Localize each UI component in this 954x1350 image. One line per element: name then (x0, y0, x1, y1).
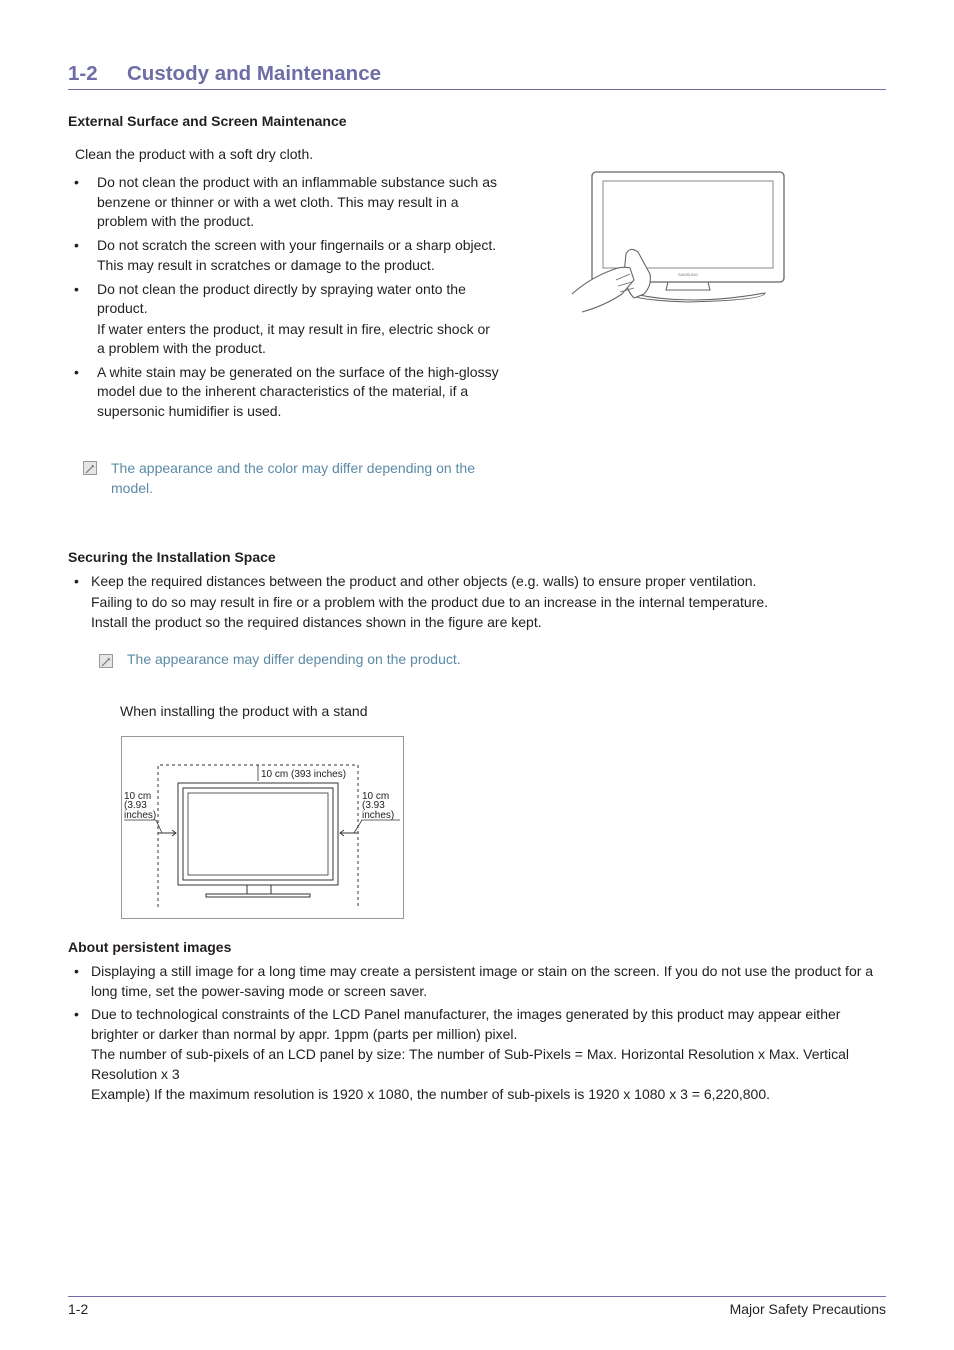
list-item: • Due to technological constraints of the LCD Panel manufacturer, the images generated by this product may appear either brighter or darker than normal by appr. 1ppm (parts per million) pixel. The number of sub-pixels of an LCD panel by size: The number of Sub-Pixels = Max. Horizontal Resolution x Max. Vertical Resolution x 3 Example) If the maximum resolution is 1920 x 1080, the number of sub-pixels is 1920 x 1080 x 3 = 6,220,800. (74, 1006, 850, 1102)
installation-bullet-list (68, 572, 886, 637)
right-clearance-label-3: inches) (362, 810, 395, 821)
top-clearance-label: 10 cm (393 inches) (261, 769, 347, 780)
page-number: 1-2 (68, 1301, 89, 1317)
left-clearance-label-3: inches) (124, 810, 157, 821)
list-item: • Keep the required distances between the product and other objects (e.g. walls) to ensure proper ventilation. Failing to do so may result in fire or a problem with the product due to an increase in the internal temperature. Install the product so the required distances shown in the figure are kept. (74, 573, 769, 630)
right-clearance-label-2: (3.93 (362, 800, 385, 811)
list-item: • Displaying a still image for a long time may create a persistent image or stain on the screen. If you do not use the product for a long time, set the power-saving mode or screen saver. (74, 963, 874, 999)
stand-caption: When installing the product with a stand (120, 703, 368, 719)
external-heading: External Surface and Screen Maintenance (68, 113, 347, 129)
brand-text: SAMSUNG (677, 272, 699, 277)
note-icon (99, 654, 113, 668)
list-item: • A white stain may be generated on the surface of the high-glossy model due to the inherent characteristics of the material, if a supersonic humidifier is used. (74, 363, 499, 419)
left-clearance-label-2: (3.93 (124, 800, 147, 811)
installation-note: The appearance may differ depending on the product. (127, 651, 461, 667)
chapter-title: Major Safety Precautions (729, 1301, 886, 1317)
external-note: The appearance and the color may differ depending on the model. (111, 460, 475, 496)
persistent-bullet-list (68, 962, 886, 1109)
clearance-diagram (121, 736, 404, 919)
note-icon (83, 461, 97, 475)
list-item: • Do not clean the product directly by spraying water onto the product. If water enters the product, it may result in fire, electric shock or a problem with the product. (74, 280, 490, 356)
external-intro: Clean the product with a soft dry cloth. (75, 146, 314, 162)
footer-divider (68, 1296, 886, 1297)
installation-heading: Securing the Installation Space (68, 549, 276, 565)
section-title: Custody and Maintenance (127, 62, 382, 85)
list-item: • Do not scratch the screen with your fingernails or a sharp object. This may result in scratches or damage to the product. (74, 236, 497, 273)
monitor-cleaning-illustration (560, 162, 808, 330)
right-clearance-label-1: 10 cm (362, 791, 390, 802)
external-bullet-list (68, 173, 500, 425)
list-item: • Do not clean the product with an inflammable substance such as benzene or thinner or with a wet cloth. This may result in a problem with the product. (74, 174, 498, 229)
section-title-bar (68, 62, 886, 90)
persistent-heading: About persistent images (68, 939, 232, 955)
left-clearance-label-1: 10 cm (124, 791, 152, 802)
section-number: 1-2 (68, 62, 98, 85)
